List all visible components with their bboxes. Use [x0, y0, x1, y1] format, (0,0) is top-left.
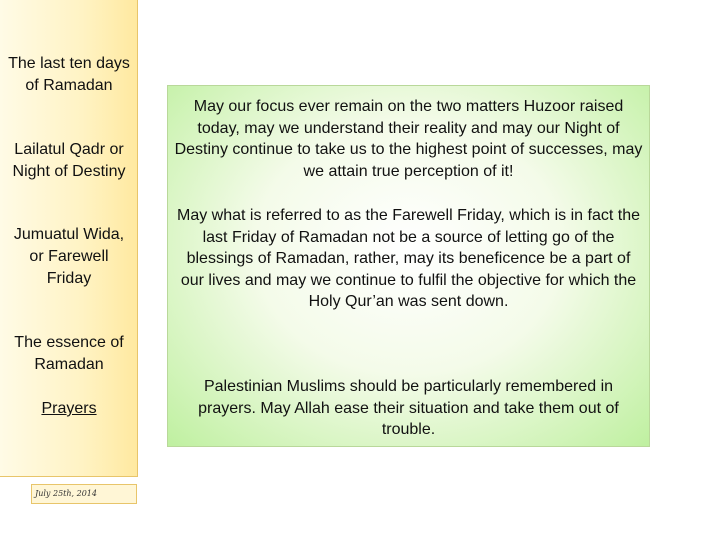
sidebar-item-last-ten-days[interactable]: The last ten days of Ramadan	[8, 55, 130, 94]
paragraph-focus: May our focus ever remain on the two matters Huzoor raised today, may we understand their reality and may our Night of Destiny continue to take us to the highest point of successes, may we attain true perception of it!	[174, 98, 643, 180]
date-label: July 25th, 2014	[31, 484, 137, 504]
sidebar-item-lailatul-qadr[interactable]: Lailatul Qadr or Night of Destiny	[12, 141, 126, 180]
sidebar-item-prayers[interactable]: Prayers	[41, 400, 97, 417]
sidebar-item-essence-of-ramadan[interactable]: The essence of Ramadan	[14, 334, 124, 373]
paragraph-palestinian-muslims: Palestinian Muslims should be particularly remembered in prayers. May Allah ease their situation and take them out of trouble.	[198, 378, 619, 438]
content-panel	[167, 85, 650, 447]
paragraph-farewell-friday: May what is referred to as the Farewell Friday, which is in fact the last Friday of Ramadan not be a source of letting go of the blessings of Ramadan, rather, may its beneficence be a part of our lives and may we continue to fulfil the objective for which the Holy Qur’an was sent down.	[177, 207, 640, 310]
sidebar-item-jumuatul-wida[interactable]: Jumuatul Wida, or Farewell Friday	[13, 226, 125, 287]
sidebar-nav	[0, 0, 138, 477]
